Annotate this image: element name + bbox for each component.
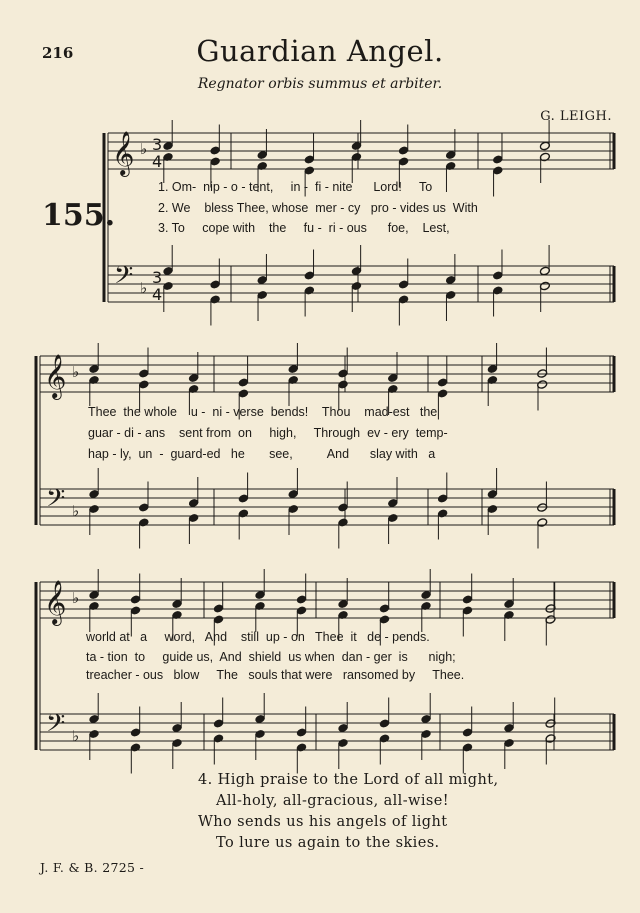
time-signature: 3 xyxy=(152,135,163,154)
time-signature: 3 xyxy=(152,268,163,287)
composer-credit: G. LEIGH. xyxy=(540,109,612,124)
treble-clef-icon: 𝄞 xyxy=(44,354,67,398)
bass-clef-icon: 𝄢 xyxy=(46,484,66,519)
page-number: 216 xyxy=(42,44,74,62)
lyric-line: ta - tion to guide us, And shield us when dan - ger is nigh; xyxy=(86,650,456,664)
flat-icon: ♭ xyxy=(140,140,148,158)
bass-clef-icon: 𝄢 xyxy=(46,709,66,744)
stanza-4 xyxy=(198,770,498,854)
stanza-line: Who sends us his angels of light xyxy=(198,814,448,830)
lyric-line: 2. We bless Thee, whose mer - cy pro - vides us With xyxy=(158,201,478,215)
stanza-line: 4. High praise to the Lord of all might, xyxy=(198,772,499,788)
treble-clef-icon: 𝄞 xyxy=(112,131,135,175)
lyric-line: Thee the whole u - ni - verse bends! Thou mad-est the xyxy=(88,405,438,419)
bass-clef-icon: 𝄢 xyxy=(114,261,134,296)
latin-subtitle: Regnator orbis summus et arbiter. xyxy=(197,76,443,92)
flat-icon: ♭ xyxy=(72,727,80,745)
hymn-number: 155. xyxy=(42,198,116,233)
time-signature: 4 xyxy=(152,285,163,304)
lyric-line: 3. To cope with the fu - ri - ous foe, Lest, xyxy=(158,221,450,235)
lyric-line: world at a word, And still up - on Thee it de - pends. xyxy=(86,630,430,644)
treble-clef-icon: 𝄞 xyxy=(44,580,67,624)
stanza-line: To lure us again to the skies. xyxy=(216,835,440,851)
lyric-line: guar - di - ans sent from on high, Through ev - ery temp- xyxy=(88,426,448,440)
publisher-footer: J. F. & B. 2725 - xyxy=(40,860,145,875)
lyric-line: 1. Om- nip - o - tent, in - fi - nite Lord! To xyxy=(158,180,433,194)
flat-icon: ♭ xyxy=(72,363,80,381)
time-signature: 4 xyxy=(152,152,163,171)
stanza-line: All-holy, all-gracious, all-wise! xyxy=(216,793,449,809)
flat-icon: ♭ xyxy=(72,589,80,607)
page-title: Guardian Angel. xyxy=(196,34,444,68)
flat-icon: ♭ xyxy=(72,502,80,520)
lyric-line: hap - ly, un - guard-ed he see, And slay with a xyxy=(88,447,436,461)
lyric-line: treacher - ous blow The souls that were ransomed by Thee. xyxy=(86,668,465,682)
flat-icon: ♭ xyxy=(140,279,148,297)
